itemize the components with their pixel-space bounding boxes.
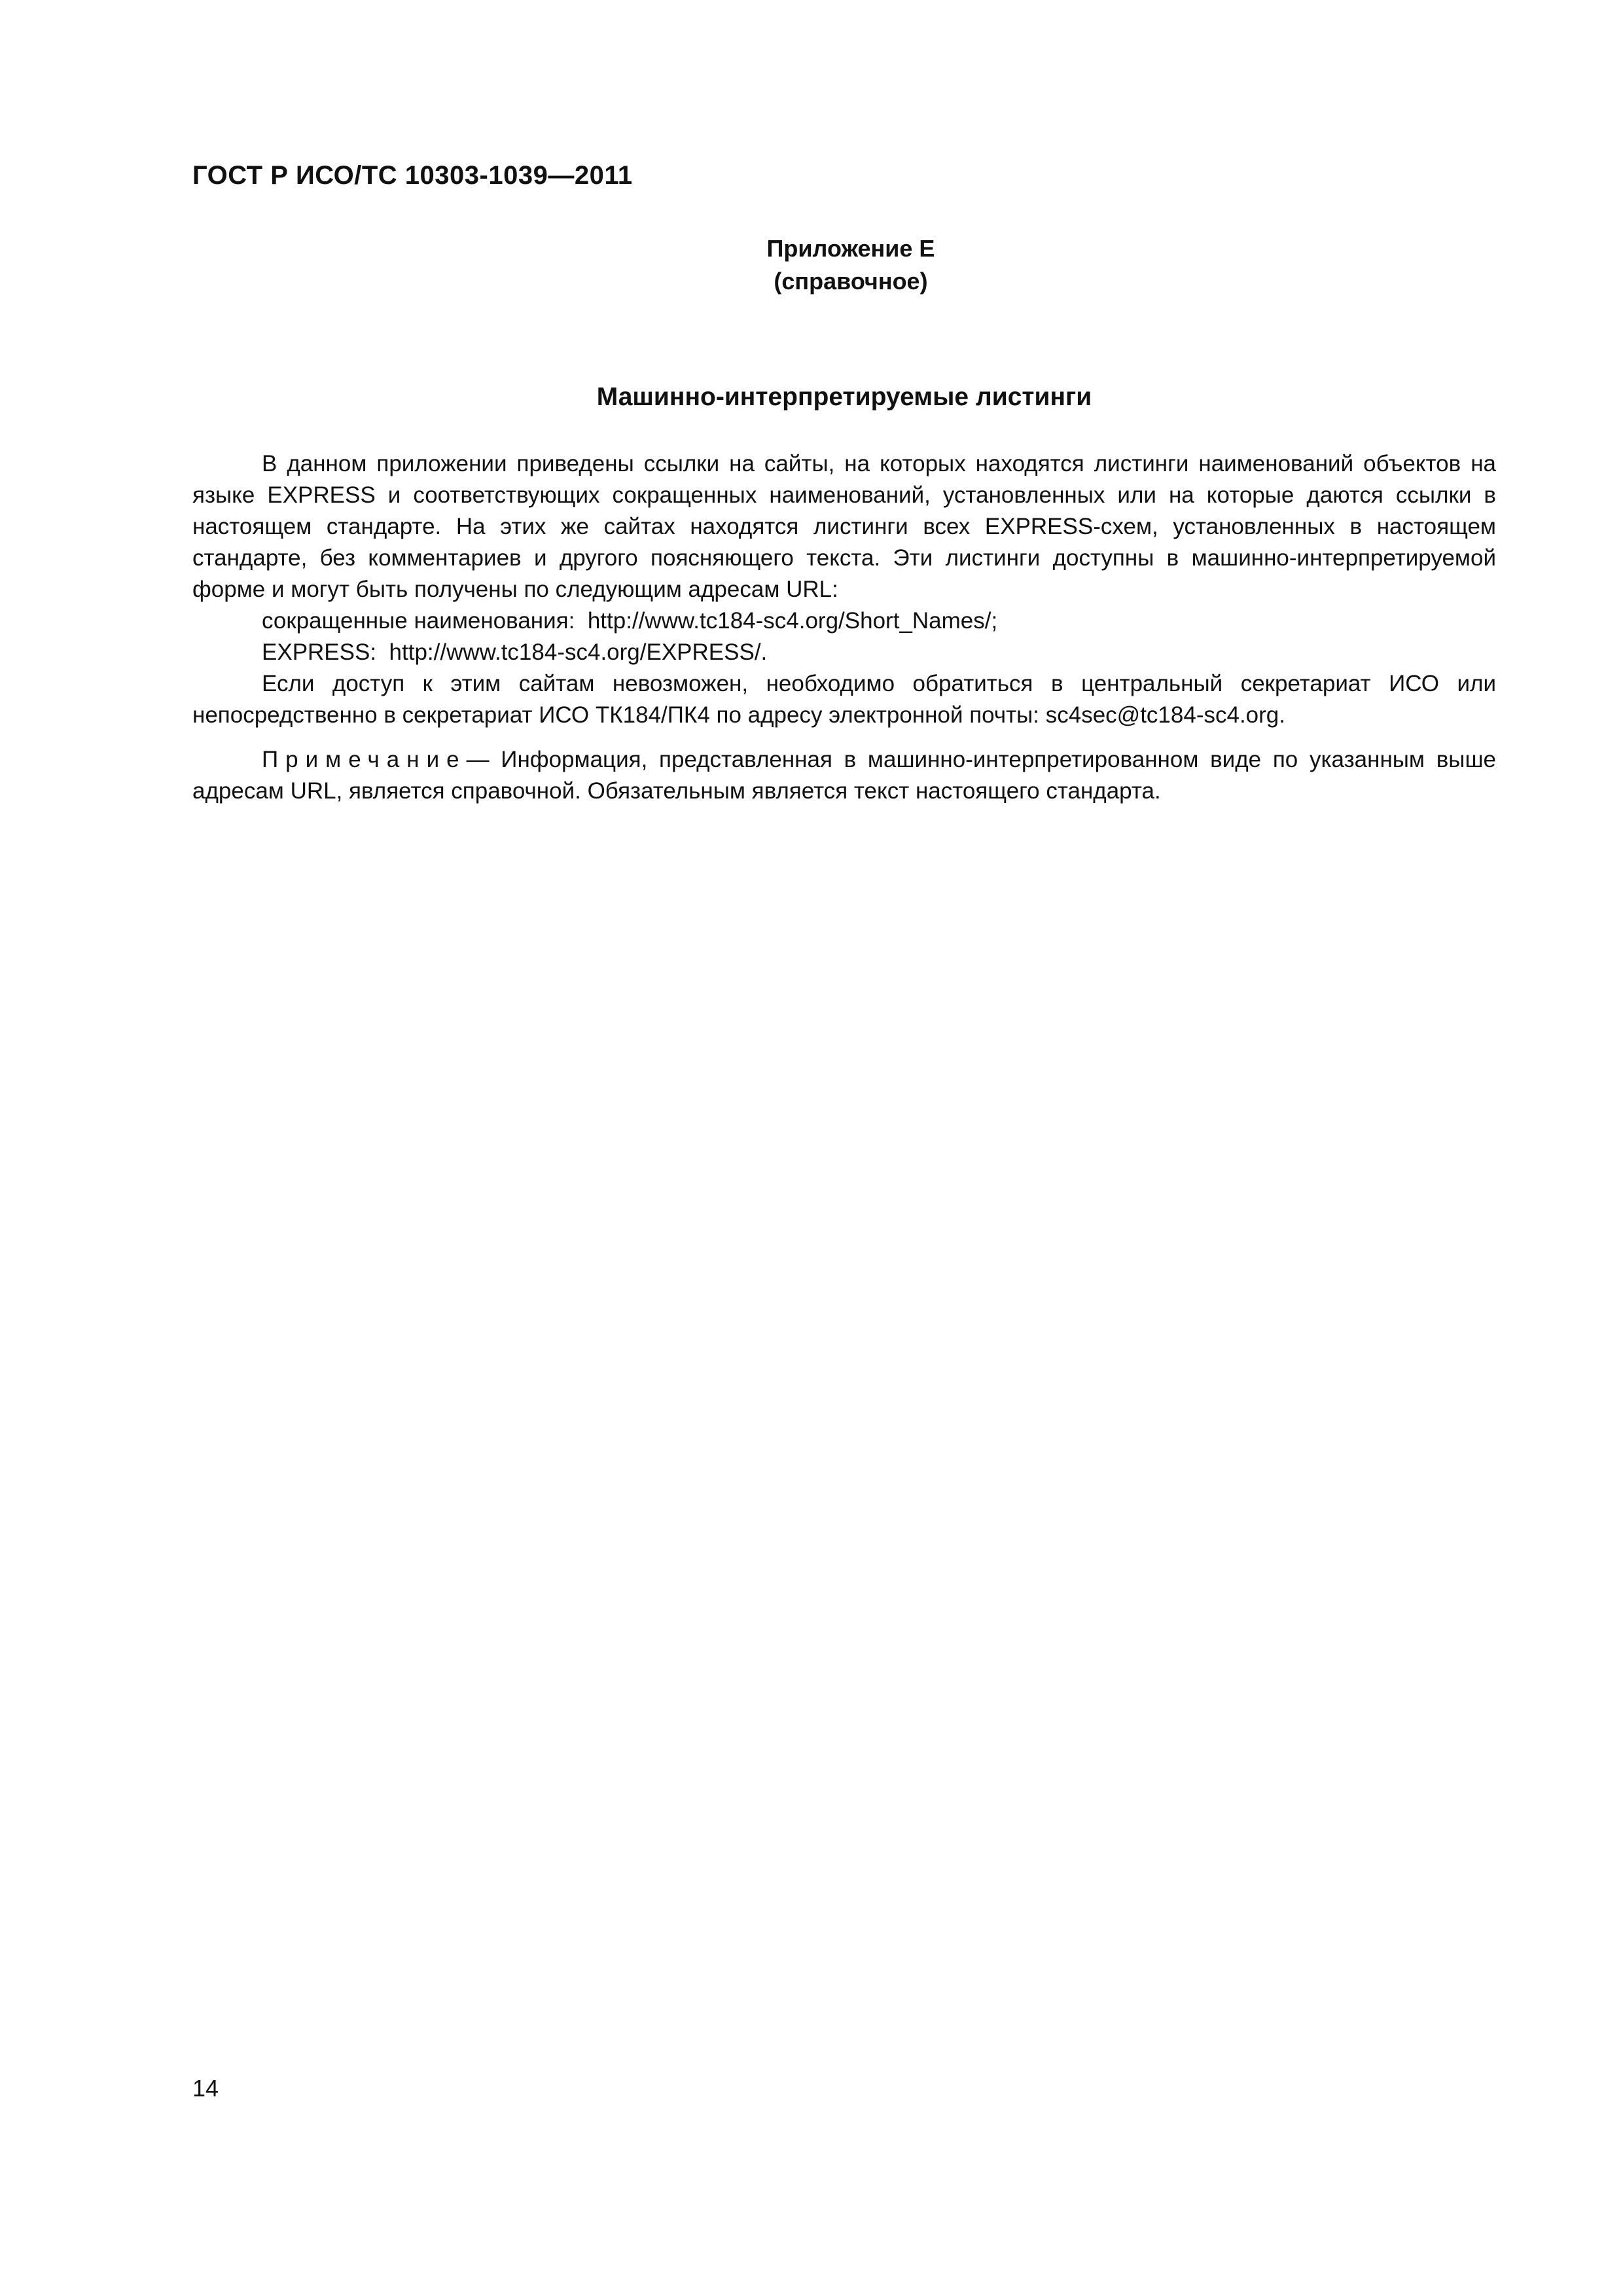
body-text (192, 448, 1496, 807)
short-names-url: http://www.tc184-sc4.org/Short_Names/; (587, 608, 998, 634)
note-paragraph (192, 744, 1496, 807)
express-url: http://www.tc184-sc4.org/EXPRESS/. (389, 639, 768, 665)
note-label: Примечание (262, 747, 467, 772)
contact-paragraph: Если доступ к этим сайтам невозможен, необходимо обратиться в центральный секретариат ИСО или непосредственно в секретариат ИСО ТК184/ПК4 по адресу электронной почты: sc4sec@tc184-sc4.org. (192, 671, 1496, 728)
page-number: 14 (192, 2075, 219, 2102)
appendix-heading (654, 232, 1047, 298)
express-line (192, 637, 1496, 668)
appendix-title: Приложение Е (766, 235, 935, 262)
appendix-kind: (справочное) (774, 268, 928, 295)
standard-number-header: ГОСТ Р ИСО/ТС 10303-1039—2011 (192, 161, 633, 190)
express-label: EXPRESS: (262, 639, 377, 665)
section-title: Машинно-интерпретируемые листинги (596, 383, 1092, 411)
intro-paragraph: В данном приложении приведены ссылки на сайты, на которых находятся листинги наименований объектов на языке EXPRESS и соответствующих сокращенных наименований, установленных или на которые даются ссылки в настоящем стандарте. На этих же сайтах находятся листинги всех EXPRESS-схем, установленных в настоящем стандарте, без комментариев и другого поясняющего текста. Эти листинги доступны в машинно-интерпретируемой форме и могут быть получены по следующим адресам URL: (192, 451, 1496, 602)
note-text: — Информация, представленная в машинно-интерпретированном виде по указанным выше адресам URL, является справочной. Обязательным является текст настоящего стандарта. (192, 747, 1496, 804)
short-names-line (192, 605, 1496, 637)
short-names-label: сокращенные наименования: (262, 608, 575, 634)
